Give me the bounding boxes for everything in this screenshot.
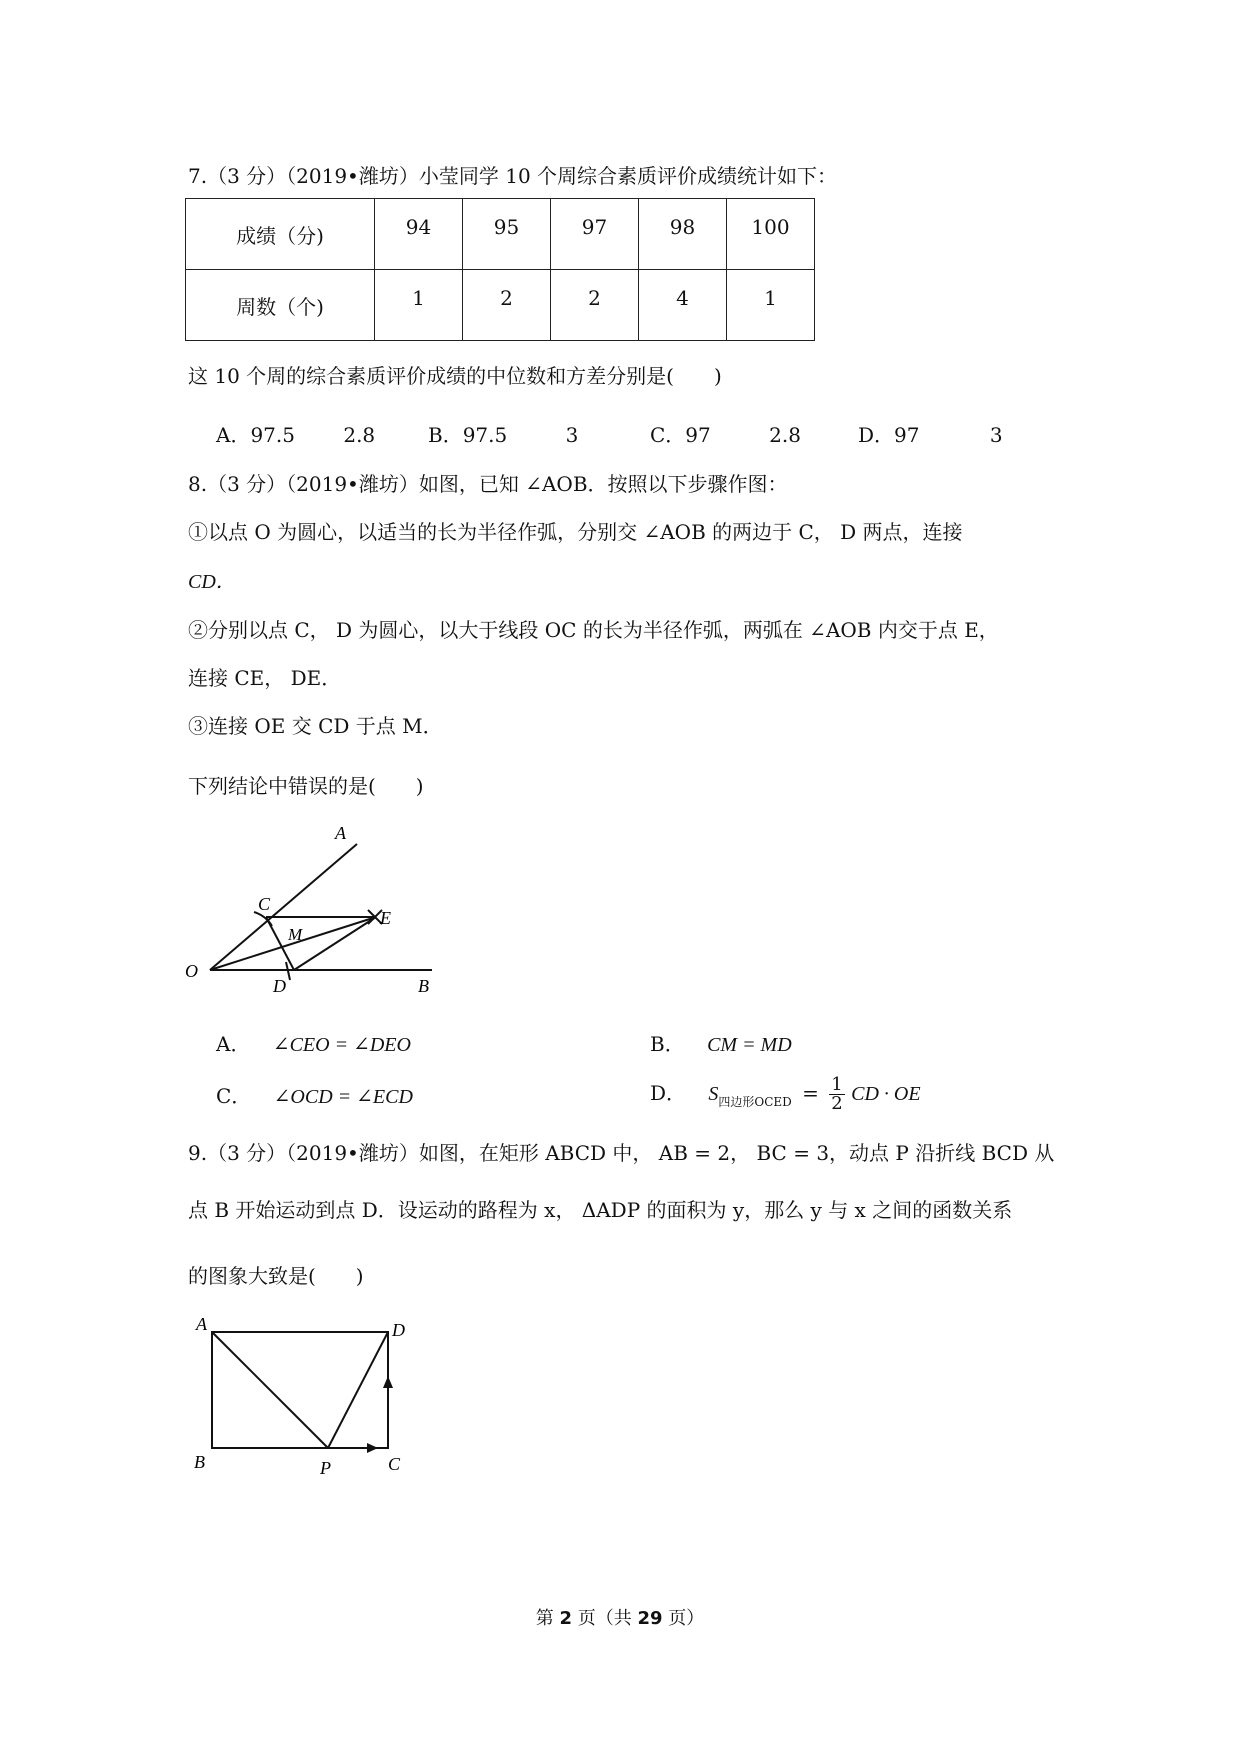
q8-option-c[interactable] [216, 1082, 413, 1111]
page-footer [0, 1604, 1240, 1630]
fraction-numerator: 1 [831, 1074, 843, 1095]
table-cell: 4 [639, 270, 727, 341]
q7-option-a[interactable] [216, 421, 375, 449]
total-pages: 29 [637, 1608, 663, 1629]
q8-option-a[interactable] [216, 1030, 411, 1059]
q8-stem: 8.（3 分）（2019•潍坊）如图，已知 ∠AOB．按照以下步骤作图： [188, 472, 788, 496]
table-cell: 98 [639, 199, 727, 270]
q8-option-b[interactable] [650, 1030, 792, 1059]
point-label-d: D [273, 976, 286, 996]
q8-step2-line1: ②分别以点 C， D 为圆心，以大于线段 OC 的长为半径作弧，两弧在 ∠AOB 内交于点 E， [188, 618, 999, 642]
q7-option-c[interactable] [650, 421, 801, 449]
footer-text: 第 [535, 1608, 560, 1629]
option-formula: CM = MD [707, 1034, 792, 1056]
option-value: 2.8 [769, 423, 801, 447]
table-header-weeks: 周数（个) [186, 270, 375, 341]
table-cell: 100 [727, 199, 815, 270]
table-cell: 94 [375, 199, 463, 270]
option-label: B．97.5 [428, 423, 508, 447]
option-label: A．97.5 [216, 423, 295, 447]
point-label-c: C [258, 894, 271, 914]
q7-option-b[interactable] [428, 421, 578, 449]
option-label: B． [650, 1032, 685, 1056]
point-label-a: A [196, 1314, 207, 1334]
table-header-score: 成绩（分) [186, 199, 375, 270]
point-label-b: B [418, 976, 429, 996]
option-label: C．97 [650, 423, 711, 447]
table-cell: 97 [551, 199, 639, 270]
table-cell: 2 [551, 270, 639, 341]
table-cell: 95 [463, 199, 551, 270]
q7-option-d[interactable] [858, 421, 1003, 449]
q8-step2-line2: 连接 CE， DE． [188, 666, 342, 690]
option-value: 3 [989, 423, 1003, 447]
point-label-m: M [288, 925, 303, 944]
table-cell: 1 [727, 270, 815, 341]
point-label-d: D [392, 1320, 405, 1340]
option-label: C． [216, 1084, 252, 1108]
point-label-b: B [194, 1452, 205, 1472]
q8-step3: ③连接 OE 交 CD 于点 M． [188, 714, 443, 738]
area-subscript: 四边形OCED [718, 1095, 792, 1109]
point-label-a: A [335, 823, 346, 843]
q9-line3: 的图象大致是( ) [188, 1264, 364, 1288]
q8-step1-line1: ①以点 O 为圆心，以适当的长为半径作弧，分别交 ∠AOB 的两边于 C， D 两点，连接 [188, 520, 963, 544]
angle-construction-figure [182, 820, 442, 1000]
footer-text: 页） [662, 1608, 705, 1629]
q7-question: 这 10 个周的综合素质评价成绩的中位数和方差分别是( ) [188, 364, 722, 388]
footer-text: 页（共 [572, 1608, 638, 1629]
area-symbol: S [708, 1083, 719, 1105]
q8-step1-line2: CD． [188, 571, 236, 593]
option-value: 2.8 [343, 423, 376, 447]
point-label-c: C [388, 1454, 401, 1474]
table-cell: 2 [463, 270, 551, 341]
point-label-o: O [185, 961, 198, 981]
q8-question: 下列结论中错误的是( ) [188, 774, 424, 798]
rectangle-figure [186, 1310, 426, 1480]
option-label: D． [650, 1081, 687, 1105]
page-number: 2 [559, 1608, 572, 1629]
score-table [185, 198, 815, 341]
q9-line1: 9.（3 分）（2019•潍坊）如图，在矩形 ABCD 中， AB = 2， BC = 3，动点 P 沿折线 BCD 从 [188, 1141, 1055, 1165]
q8-option-d[interactable]: D． $S_{四边形OCED}$ = $\frac{1}{2}$ CD · OE [650, 1074, 921, 1114]
point-label-p: P [320, 1458, 331, 1478]
point-label-e: E [380, 908, 391, 928]
q7-stem: 7.（3 分）（2019•潍坊）小莹同学 10 个周综合素质评价成绩统计如下： [188, 164, 838, 188]
option-value: 3 [565, 423, 579, 447]
table-row [186, 199, 815, 270]
option-formula: CD · OE [851, 1083, 921, 1105]
fraction [829, 1076, 844, 1113]
option-formula: ∠OCD = ∠ECD [273, 1086, 413, 1108]
option-formula: ∠CEO = ∠DEO [272, 1034, 411, 1056]
option-label: A． [216, 1032, 251, 1056]
table-cell: 1 [375, 270, 463, 341]
option-label: D．97 [858, 423, 920, 447]
table-row [186, 270, 815, 341]
q9-line2: 点 B 开始运动到点 D．设运动的路程为 x， ΔADP 的面积为 y，那么 y 与 x 之间的函数关系 [188, 1198, 1013, 1222]
fraction-denominator: 2 [831, 1093, 843, 1114]
